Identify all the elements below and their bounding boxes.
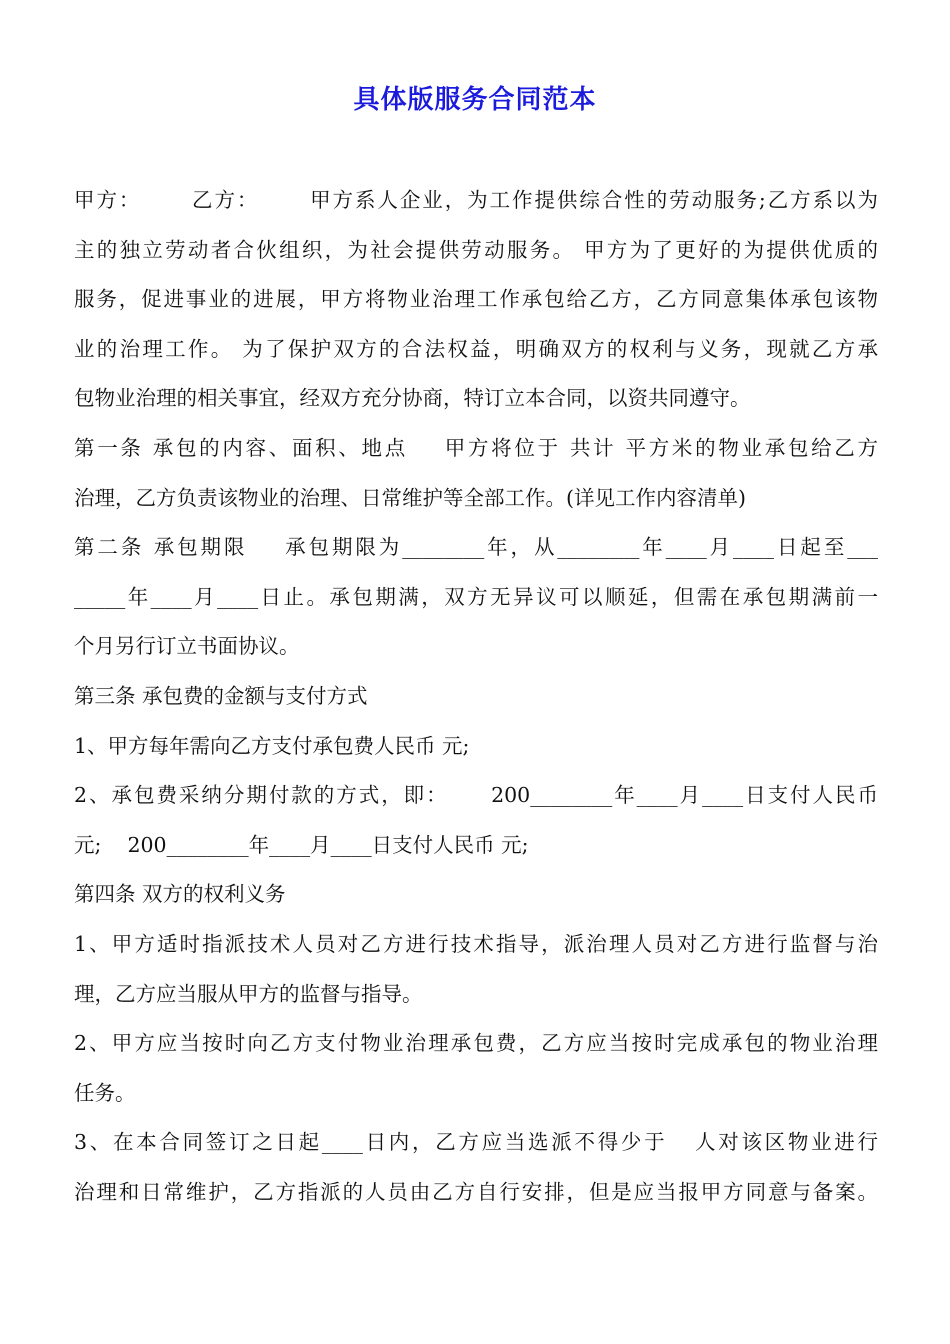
text-line: 主的独立劳动者合伙组织，为社会提供劳动服务。 甲方为了更好的为提供优质的 [74, 237, 878, 262]
text-line: 2、承包费采纳分期付款的方式，即： 200________年____月____日支付人民币 [74, 783, 878, 808]
text-line: 治理，乙方负责该物业的治理、日常维护等全部工作。(详见工作内容清单) [74, 485, 746, 510]
text-line: 第一条 承包的内容、面积、地点 甲方将位于 共计 平方米的物业承包给乙方 [74, 435, 878, 460]
text-line: 1、甲方每年需向乙方支付承包费人民币 元; [74, 733, 470, 758]
document-body [74, 176, 878, 1217]
text-line: 第三条 承包费的金额与支付方式 [74, 683, 368, 708]
text-line: 业的治理工作。 为了保护双方的合法权益，明确双方的权利与义务，现就乙方承 [74, 336, 878, 361]
document-title: 具体版服务合同范本 [353, 85, 597, 115]
text-line: 甲方： 乙方： 甲方系人企业，为工作提供综合性的劳动服务;乙方系以为 [74, 188, 878, 212]
text-line: _____年____月____日止。承包期满，双方无异议可以顺延，但需在承包期满前一 [74, 584, 878, 609]
text-line: 3、在本合同签订之日起____日内，乙方应当选派不得少于 人对该区物业进行 [74, 1130, 878, 1155]
text-line: 第四条 双方的权利义务 [74, 882, 286, 907]
text-line: 元; 200________年____月____日支付人民币 元; [74, 832, 529, 857]
text-line: 1、甲方适时指派技术人员对乙方进行技术指导，派治理人员对乙方进行监督与治 [74, 931, 878, 956]
text-line: 治理和日常维护，乙方指派的人员由乙方自行安排，但是应当报甲方同意与备案。 [74, 1179, 878, 1204]
text-line: 个月另行订立书面协议。 [74, 634, 300, 659]
text-line: 包物业治理的相关事宜，经双方充分协商，特订立本合同，以资共同遵守。 [74, 386, 751, 411]
text-line: 任务。 [74, 1080, 136, 1105]
text-line: 理，乙方应当服从甲方的监督与指导。 [74, 981, 423, 1006]
text-line: 服务，促进事业的进展，甲方将物业治理工作承包给乙方，乙方同意集体承包该物 [74, 287, 878, 312]
text-line: 2、甲方应当按时向乙方支付物业治理承包费，乙方应当按时完成承包的物业治理 [74, 1031, 878, 1056]
text-line: 第二条 承包期限 承包期限为________年，从________年____月____日起至___ [74, 535, 878, 560]
